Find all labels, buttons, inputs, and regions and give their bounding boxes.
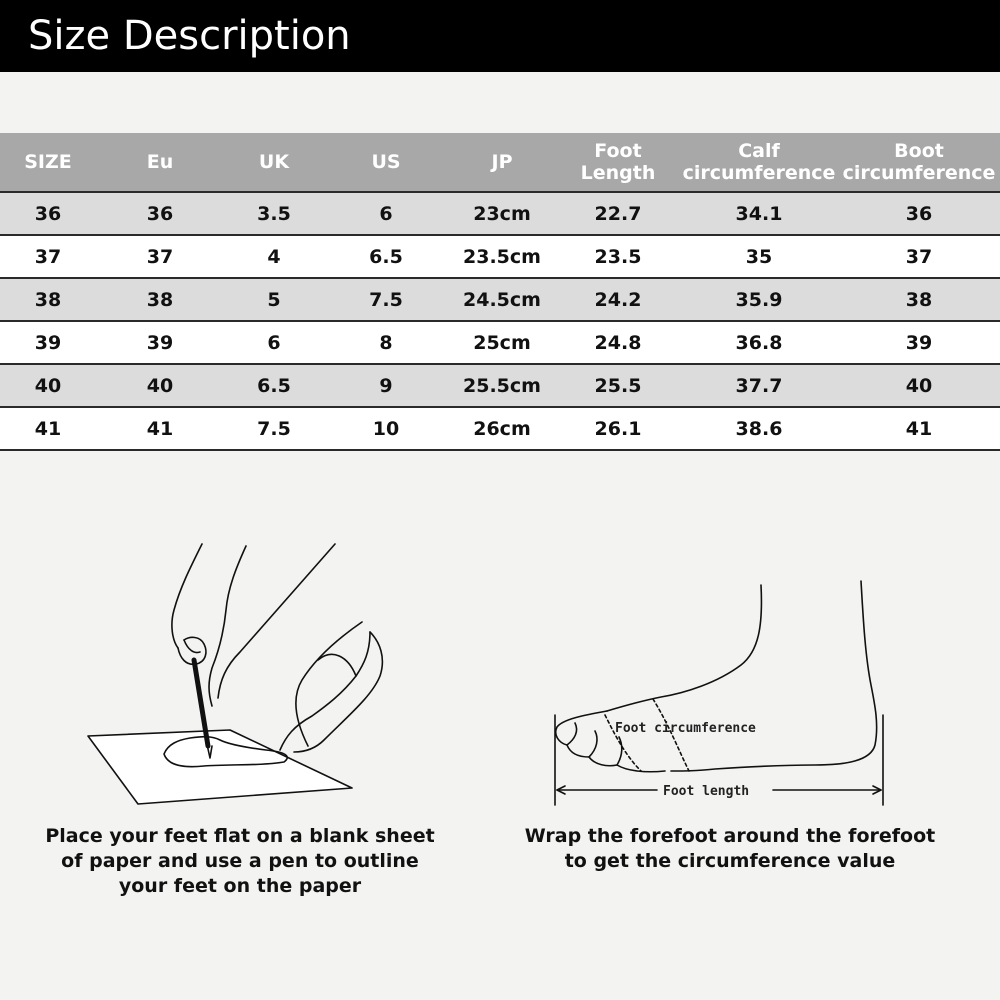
table-cell: 39 [96,321,224,364]
table-row [0,192,1000,235]
table-header-row [0,133,1000,192]
table-row [0,407,1000,450]
table-cell: 22.7 [556,192,680,235]
column-header-line: Length [580,162,656,184]
table-cell: 37 [838,235,1000,278]
column-header-line: Calf [738,140,780,162]
table-cell: 23.5cm [448,235,556,278]
left-caption-line: your feet on the paper [118,875,362,897]
column-header-line: US [371,151,401,173]
table-cell: 36 [838,192,1000,235]
foot-circumference-label: Foot circumference [615,721,756,736]
table-cell: 37 [96,235,224,278]
table-cell: 6.5 [324,235,448,278]
table-cell: 38 [0,278,96,321]
table-cell: 34.1 [680,192,838,235]
table-cell: 39 [838,321,1000,364]
table-cell: 40 [0,364,96,407]
table-cell: 4 [224,235,324,278]
table-cell: 6.5 [224,364,324,407]
table-cell: 38 [96,278,224,321]
column-header-line: SIZE [24,151,72,173]
table-cell: 41 [96,407,224,450]
table-cell: 36 [96,192,224,235]
column-header-line: circumference [682,162,836,184]
size-table [0,133,1000,451]
table-cell: 38 [838,278,1000,321]
column-header [680,133,838,192]
table-cell: 35 [680,235,838,278]
column-header-line: Foot [594,140,642,162]
column-header [96,133,224,192]
column-header [838,133,1000,192]
table-cell: 38.6 [680,407,838,450]
table-cell: 3.5 [224,192,324,235]
table-cell: 23cm [448,192,556,235]
table-cell: 37 [0,235,96,278]
table-cell: 39 [0,321,96,364]
table-cell: 24.8 [556,321,680,364]
table-body [0,192,1000,450]
table-cell: 41 [0,407,96,450]
left-caption-line: Place your feet flat on a blank sheet [45,825,435,847]
column-header-line: JP [491,151,513,173]
table-cell: 9 [324,364,448,407]
right-caption-line: Wrap the forefoot around the forefoot [524,825,936,847]
table-cell: 25.5 [556,364,680,407]
table-cell: 26cm [448,407,556,450]
column-header [224,133,324,192]
table-cell: 6 [324,192,448,235]
table-cell: 5 [224,278,324,321]
column-header [556,133,680,192]
table-cell: 40 [838,364,1000,407]
table-cell: 25cm [448,321,556,364]
column-header [324,133,448,192]
table-cell: 35.9 [680,278,838,321]
title-bar [0,0,1000,72]
table-row [0,235,1000,278]
column-header-line: UK [258,151,290,173]
table-cell: 36.8 [680,321,838,364]
foot-length-label: Foot length [663,784,750,799]
column-header [448,133,556,192]
table-cell: 6 [224,321,324,364]
table-cell: 40 [96,364,224,407]
table-cell: 23.5 [556,235,680,278]
hand-tracing-foot-icon [80,540,420,810]
column-header-line: circumference [842,162,996,184]
column-header [0,133,96,192]
table-cell: 37.7 [680,364,838,407]
table-cell: 26.1 [556,407,680,450]
right-caption [510,824,950,874]
table-cell: 7.5 [324,278,448,321]
left-caption [30,824,450,899]
table-row [0,321,1000,364]
table-cell: 10 [324,407,448,450]
column-header-line: Boot [894,140,944,162]
left-caption-line: of paper and use a pen to outline [61,850,419,872]
table-row [0,278,1000,321]
table-cell: 24.5cm [448,278,556,321]
right-caption-line: to get the circumference value [564,850,896,872]
page-title: Size Description [28,13,351,59]
foot-measurement-icon [545,575,895,815]
table-cell: 7.5 [224,407,324,450]
table-cell: 41 [838,407,1000,450]
table-cell: 25.5cm [448,364,556,407]
column-header-line: Eu [146,151,174,173]
table-row [0,364,1000,407]
table-cell: 8 [324,321,448,364]
table-cell: 36 [0,192,96,235]
table-cell: 24.2 [556,278,680,321]
